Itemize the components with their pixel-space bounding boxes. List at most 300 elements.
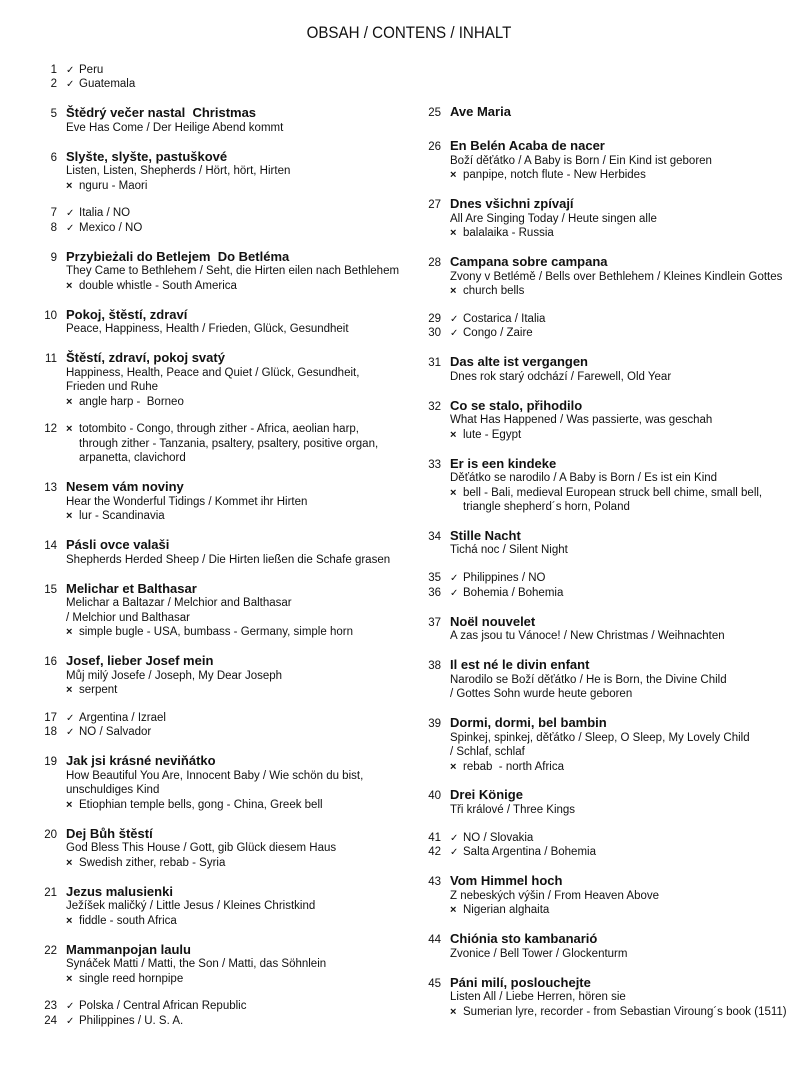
entry-number: 11 <box>45 353 57 366</box>
song-title: Melichar et Balthasar <box>66 580 197 596</box>
entry-body <box>450 586 800 601</box>
entry-body <box>66 105 415 135</box>
translation-line: Dnes rok starý odchází / Farewell, Old Year <box>450 370 672 383</box>
entry-body <box>450 975 800 1020</box>
translation-line: Boží děťátko / A Baby is Born / Ein Kind ist geboren <box>450 154 712 167</box>
translation-line: Zvony v Betlémě / Bells over Bethlehem / Kleines Kindlein Gottes <box>450 270 783 283</box>
country-text: Peru <box>79 63 104 76</box>
entry-number: 10 <box>44 309 57 322</box>
song-title: Pásli ovce valaši <box>66 537 170 553</box>
instrument-text: single reed hornpipe <box>79 972 184 985</box>
song-title: Co se stalo, přihodilo <box>450 397 583 413</box>
country-row <box>0 221 415 236</box>
entry-body <box>450 715 800 774</box>
check-mark-icon: ✓ <box>66 208 75 220</box>
translation-line: Hear the Wonderful Tidings / Kommet ihr Hirten <box>66 495 308 508</box>
entry-number: 19 <box>44 756 57 769</box>
entry-number: 9 <box>50 251 57 264</box>
instrument-line <box>66 509 415 524</box>
entry-number: 12 <box>44 423 57 436</box>
translation-line: Peace, Happiness, Health / Frieden, Glück, Gesundheit <box>66 323 349 336</box>
song-title: Przybieżali do Betlejem Do Betléma <box>66 248 290 264</box>
toc-entry <box>384 873 800 918</box>
instrument-line <box>66 856 415 871</box>
entry-number: 17 <box>44 711 57 724</box>
toc-entry <box>384 931 800 961</box>
country-line <box>450 571 800 586</box>
entry-number: 6 <box>50 151 57 164</box>
toc-entry <box>0 753 415 812</box>
cross-mark-icon: × <box>450 904 457 917</box>
country-text: NO / Salvador <box>79 726 152 739</box>
country-line <box>450 326 800 341</box>
entry-number: 5 <box>50 108 57 121</box>
cross-mark-icon: × <box>450 428 457 441</box>
translation-line: How Beautiful You Are, Innocent Baby / Wie schön du bist, <box>66 769 364 782</box>
country-row <box>384 831 800 846</box>
toc-entry <box>0 581 415 640</box>
country-line <box>450 586 800 601</box>
entry-body <box>450 931 800 961</box>
song-title: Ave Maria <box>450 104 511 120</box>
instrument-line <box>450 284 800 299</box>
cross-mark-icon: × <box>66 684 73 697</box>
translation-line: Listen All / Liebe Herren, hören sie <box>450 991 626 1003</box>
check-mark-icon: ✓ <box>66 64 75 76</box>
entry-number: 22 <box>44 944 57 957</box>
entry-body <box>450 873 800 918</box>
instrument-line <box>66 972 415 987</box>
instrument-text: fiddle - south Africa <box>79 914 177 927</box>
song-title: Il est né le divin enfant <box>450 657 590 673</box>
instrument-text: simple bugle - USA, bumbass - Germany, simple horn <box>79 626 353 639</box>
toc-entry <box>384 614 800 644</box>
entry-number: 34 <box>428 530 441 543</box>
entry-number: 32 <box>428 400 441 413</box>
country-pair <box>384 571 800 600</box>
entry-number: 20 <box>44 828 57 841</box>
entry-number: 13 <box>44 482 57 495</box>
entry-body <box>66 884 415 929</box>
country-row <box>0 63 415 78</box>
instrument-line <box>450 486 800 501</box>
country-line <box>66 206 415 221</box>
entry-number: 45 <box>428 977 441 990</box>
translation-line: God Bless This House / Gott, gib Glück diesem Haus <box>66 842 337 855</box>
cross-mark-icon: × <box>450 760 457 773</box>
song-title: Jezus malusienki <box>66 883 173 899</box>
entry-number: 21 <box>44 886 57 899</box>
country-row <box>0 725 415 740</box>
translation-line: Listen, Listen, Shepherds / Hört, hört, Hirten <box>66 165 291 178</box>
entry-body <box>450 312 800 327</box>
entry-number: 16 <box>44 656 57 669</box>
country-text: Polska / Central African Republic <box>79 1000 247 1013</box>
instrument-text: through zither - Tanzania, psaltery, psaltery, positive organ, <box>79 437 379 450</box>
song-title: Dormi, dormi, bel bambin <box>450 715 607 731</box>
cross-mark-icon: × <box>66 972 73 985</box>
translation-line: unschuldiges Kind <box>66 784 160 797</box>
entry-number: 44 <box>428 934 441 947</box>
page-title: OBSAH / CONTENS / INHALT <box>306 23 512 42</box>
country-pair <box>384 831 800 860</box>
song-title: Noël nouvelet <box>450 613 536 629</box>
song-title: Mammanpojan laulu <box>66 941 191 957</box>
instrument-line <box>450 903 800 918</box>
country-row <box>0 206 415 221</box>
song-title: Vom Himmel hoch <box>450 873 563 889</box>
instrument-line <box>450 168 800 183</box>
country-line <box>66 63 415 78</box>
country-row <box>0 711 415 726</box>
instrument-line <box>66 279 415 294</box>
translation-line: Frieden und Ruhe <box>66 381 159 394</box>
song-title: Dnes všichni zpívají <box>450 196 574 212</box>
entry-number: 37 <box>428 616 441 629</box>
instrument-text: Nigerian alghaita <box>463 904 550 917</box>
toc-entry <box>384 254 800 299</box>
translation-line: Děťátko se narodilo / A Baby is Born / Es ist ein Kind <box>450 472 718 485</box>
entry-body <box>66 63 415 78</box>
check-mark-icon: ✓ <box>66 222 75 234</box>
country-text: Salta Argentina / Bohemia <box>463 846 596 859</box>
instrument-text: angle harp - Borneo <box>79 395 184 408</box>
entry-body <box>450 104 800 120</box>
toc-entry <box>384 196 800 241</box>
translation-line: Zvonice / Bell Tower / Glockenturm <box>450 947 628 960</box>
country-row <box>384 571 800 586</box>
entry-body <box>450 138 800 183</box>
instrument-line <box>66 422 415 437</box>
toc-entry <box>0 826 415 871</box>
check-mark-icon: ✓ <box>66 1015 75 1027</box>
country-text: Congo / Zaire <box>463 327 533 340</box>
toc-entry <box>384 975 800 1020</box>
country-line <box>66 1014 415 1029</box>
country-row <box>384 845 800 860</box>
song-title: Slyšte, slyšte, pastuškové <box>66 148 228 164</box>
country-text: Costarica / Italia <box>463 312 546 325</box>
instrument-line <box>66 179 415 194</box>
country-row <box>384 312 800 327</box>
toc-entry <box>0 942 415 987</box>
country-row <box>384 586 800 601</box>
toc-entry <box>384 715 800 774</box>
instrument-text: Etiophian temple bells, gong - China, Greek bell <box>79 798 323 811</box>
country-pair <box>0 999 415 1028</box>
country-text: NO / Slovakia <box>463 831 534 844</box>
toc-entry <box>384 528 800 558</box>
instrument-line <box>66 437 415 452</box>
translation-line: A zas jsou tu Vánoce! / New Christmas / Weihnachten <box>450 630 725 643</box>
toc-entry <box>0 653 415 698</box>
instrument-text: double whistle - South America <box>79 279 237 292</box>
entry-body <box>450 528 800 558</box>
translation-line: What Has Happened / Was passierte, was geschah <box>450 414 713 427</box>
country-row <box>0 999 415 1014</box>
entry-body <box>66 206 415 221</box>
instrument-line <box>66 395 415 410</box>
cross-mark-icon: × <box>450 227 457 240</box>
country-pair <box>0 711 415 740</box>
entry-number: 25 <box>428 107 441 120</box>
translation-line: Můj milý Josefe / Joseph, My Dear Joseph <box>66 669 283 682</box>
instrument-text: Swedish zither, rebab - Syria <box>79 856 226 869</box>
entry-body <box>66 581 415 640</box>
country-pair <box>0 63 415 92</box>
entry-body <box>66 221 415 236</box>
instrument-line <box>66 914 415 929</box>
song-title: Stille Nacht <box>450 527 521 543</box>
entry-body <box>450 787 800 817</box>
entry-body <box>66 479 415 524</box>
entry-body <box>66 537 415 567</box>
entry-body <box>66 711 415 726</box>
country-line <box>66 725 415 740</box>
cross-mark-icon: × <box>66 798 73 811</box>
song-title: Páni milí, poslouchejte <box>450 974 591 990</box>
instrument-line <box>450 500 800 515</box>
entry-number: 26 <box>428 141 441 154</box>
instrument-text: totombito - Congo, through zither - Africa, aeolian harp, <box>79 423 359 436</box>
entry-body <box>66 725 415 740</box>
entry-number: 36 <box>428 586 441 599</box>
entry-number: 29 <box>428 312 441 325</box>
toc-entry <box>0 422 415 466</box>
entry-body <box>450 354 800 384</box>
translation-line: All Are Singing Today / Heute singen alle <box>450 212 657 225</box>
song-title: Drei Könige <box>450 787 523 803</box>
instrument-line <box>66 683 415 698</box>
instrument-line <box>66 625 415 640</box>
cross-mark-icon: × <box>66 914 73 927</box>
country-line <box>450 845 800 860</box>
country-row <box>0 77 415 92</box>
entry-number: 41 <box>428 831 441 844</box>
toc-entry <box>384 354 800 384</box>
entry-number: 35 <box>428 572 441 585</box>
instrument-text: lur - Scandinavia <box>79 510 165 523</box>
entry-number: 27 <box>428 199 441 212</box>
song-title: Dej Bůh štěstí <box>66 825 153 841</box>
entry-number: 7 <box>50 207 57 220</box>
entry-number: 24 <box>44 1014 57 1027</box>
cross-mark-icon: × <box>450 1005 457 1018</box>
translation-line: Eve Has Come / Der Heilige Abend kommt <box>66 121 284 134</box>
entry-number: 42 <box>428 846 441 859</box>
song-title: Campana sobre campana <box>450 254 608 270</box>
translation-line: Synáček Matti / Matti, the Son / Matti, das Söhnlein <box>66 958 327 970</box>
entry-body <box>66 826 415 871</box>
instrument-text: arpanetta, clavichord <box>79 452 186 465</box>
entry-body <box>450 326 800 341</box>
check-mark-icon: ✓ <box>66 1001 75 1013</box>
check-mark-icon: ✓ <box>450 313 459 325</box>
entry-number: 28 <box>428 257 441 270</box>
cross-mark-icon: × <box>66 179 73 192</box>
toc-entry <box>384 398 800 443</box>
entry-number: 23 <box>44 1000 57 1013</box>
country-pair <box>384 312 800 341</box>
toc-entry <box>384 657 800 702</box>
toc-entry <box>0 149 415 194</box>
toc-entry <box>384 104 800 121</box>
entry-body <box>66 307 415 337</box>
entry-body <box>66 942 415 987</box>
country-line <box>66 999 415 1014</box>
entry-body <box>66 149 415 194</box>
instrument-text: rebab - north Africa <box>463 760 564 773</box>
country-line <box>66 77 415 92</box>
country-text: Philippines / NO <box>463 572 546 585</box>
country-line <box>450 312 800 327</box>
translation-line: Tři králové / Three Kings <box>450 803 576 816</box>
cross-mark-icon: × <box>66 510 73 523</box>
entry-number: 1 <box>50 63 57 76</box>
translation-line: Narodilo se Boží děťátko / He is Born, the Divine Child <box>450 673 727 686</box>
translation-line: / Schlaf, schlaf <box>450 746 525 759</box>
instrument-line <box>450 428 800 443</box>
check-mark-icon: ✓ <box>66 727 75 739</box>
entry-number: 15 <box>44 583 57 596</box>
cross-mark-icon: × <box>66 856 73 869</box>
song-title: Er is een kindeke <box>450 455 557 471</box>
entry-body <box>450 398 800 443</box>
toc-column-right <box>384 104 800 1032</box>
toc-entry <box>0 350 415 409</box>
toc-entry <box>384 138 800 183</box>
entry-body <box>66 249 415 294</box>
country-text: Italia / NO <box>79 207 131 220</box>
instrument-text: triangle shepherd´s horn, Poland <box>463 501 630 514</box>
translation-line: Z nebeských výšin / From Heaven Above <box>450 889 660 902</box>
entry-body <box>66 1014 415 1029</box>
entry-number: 39 <box>428 718 441 731</box>
country-pair <box>0 206 415 235</box>
toc-column-left <box>0 63 415 1042</box>
country-text: Guatemala <box>79 78 136 91</box>
toc-entry <box>0 884 415 929</box>
toc-entry <box>384 787 800 817</box>
translation-line: Spinkej, spinkej, děťátko / Sleep, O Sleep, My Lovely Child <box>450 731 750 744</box>
song-title: Štědrý večer nastal Christmas <box>66 105 257 121</box>
translation-line: Happiness, Health, Peace and Quiet / Glück, Gesundheit, <box>66 366 360 379</box>
toc-entry <box>0 307 415 337</box>
entry-number: 40 <box>428 790 441 803</box>
song-title: Josef, lieber Josef mein <box>66 653 214 669</box>
song-title: Pokoj, štěstí, zdraví <box>66 306 188 322</box>
entry-number: 18 <box>44 726 57 739</box>
country-text: Philippines / U. S. A. <box>79 1014 184 1027</box>
entry-body <box>450 196 800 241</box>
cross-mark-icon: × <box>450 486 457 499</box>
entry-body <box>66 422 415 466</box>
toc-entry <box>0 249 415 294</box>
instrument-text: nguru - Maori <box>79 179 148 192</box>
entry-body <box>66 77 415 92</box>
country-text: Argentina / Izrael <box>79 711 166 724</box>
toc-entry <box>384 456 800 515</box>
translation-line: They Came to Bethlehem / Seht, die Hirten eilen nach Bethlehem <box>66 265 400 278</box>
instrument-line <box>66 451 415 466</box>
country-row <box>0 1014 415 1029</box>
entry-number: 43 <box>428 876 441 889</box>
instrument-text: panpipe, notch flute - New Herbides <box>463 169 646 182</box>
translation-line: / Melchior und Balthasar <box>66 611 191 624</box>
translation-line: Ježíšek maličký / Little Jesus / Kleines Christkind <box>66 900 316 913</box>
entry-number: 38 <box>428 660 441 673</box>
entry-body <box>66 753 415 812</box>
entry-number: 2 <box>50 78 57 91</box>
check-mark-icon: ✓ <box>450 328 459 340</box>
cross-mark-icon: × <box>450 169 457 182</box>
cross-mark-icon: × <box>66 395 73 408</box>
song-title: Chiónia sto kambanarió <box>450 931 598 947</box>
instrument-text: bell - Bali, medieval European struck bell chime, small bell, <box>463 486 763 499</box>
entry-body <box>450 571 800 586</box>
toc-entry <box>0 479 415 524</box>
song-title: En Belén Acaba de nacer <box>450 138 605 154</box>
song-title: Štěstí, zdraví, pokoj svatý <box>66 350 225 366</box>
instrument-text: Sumerian lyre, recorder - from Sebastian Viroung´s book (1511) <box>463 1005 787 1018</box>
entry-body <box>450 657 800 702</box>
entry-number: 14 <box>44 540 57 553</box>
song-title: Jak jsi krásné neviňátko <box>66 753 216 769</box>
song-title: Das alte ist vergangen <box>450 354 588 370</box>
entry-number: 31 <box>428 357 441 370</box>
entry-body <box>450 845 800 860</box>
check-mark-icon: ✓ <box>450 573 459 585</box>
entry-body <box>66 350 415 409</box>
instrument-text: balalaika - Russia <box>463 227 554 240</box>
country-line <box>66 221 415 236</box>
instrument-line <box>450 226 800 241</box>
entry-body <box>450 831 800 846</box>
translation-line: Melichar a Baltazar / Melchior and Balthasar <box>66 597 292 610</box>
toc-entry <box>0 105 415 135</box>
check-mark-icon: ✓ <box>66 712 75 724</box>
cross-mark-icon: × <box>450 285 457 298</box>
entry-number: 8 <box>50 221 57 234</box>
translation-line: Tichá noc / Silent Night <box>450 544 568 557</box>
instrument-text: lute - Egypt <box>463 428 522 441</box>
cross-mark-icon: × <box>66 626 73 639</box>
toc-entry <box>0 537 415 567</box>
country-text: Mexico / NO <box>79 221 143 234</box>
country-line <box>450 831 800 846</box>
translation-line: Shepherds Herded Sheep / Die Hirten ließen die Schafe grasen <box>66 553 391 566</box>
instrument-line <box>450 760 800 775</box>
cross-mark-icon: × <box>66 423 73 436</box>
entry-body <box>66 999 415 1014</box>
entry-number: 30 <box>428 327 441 340</box>
entry-body <box>66 653 415 698</box>
country-row <box>384 326 800 341</box>
entry-body <box>450 614 800 644</box>
check-mark-icon: ✓ <box>450 587 459 599</box>
instrument-line <box>66 798 415 813</box>
check-mark-icon: ✓ <box>450 847 459 859</box>
country-text: Bohemia / Bohemia <box>463 586 564 599</box>
check-mark-icon: ✓ <box>450 832 459 844</box>
instrument-line <box>450 1005 800 1020</box>
cross-mark-icon: × <box>66 279 73 292</box>
translation-line: / Gottes Sohn wurde heute geboren <box>450 688 633 701</box>
entry-body <box>450 254 800 299</box>
check-mark-icon: ✓ <box>66 79 75 91</box>
country-line <box>66 711 415 726</box>
entry-body <box>450 456 800 515</box>
